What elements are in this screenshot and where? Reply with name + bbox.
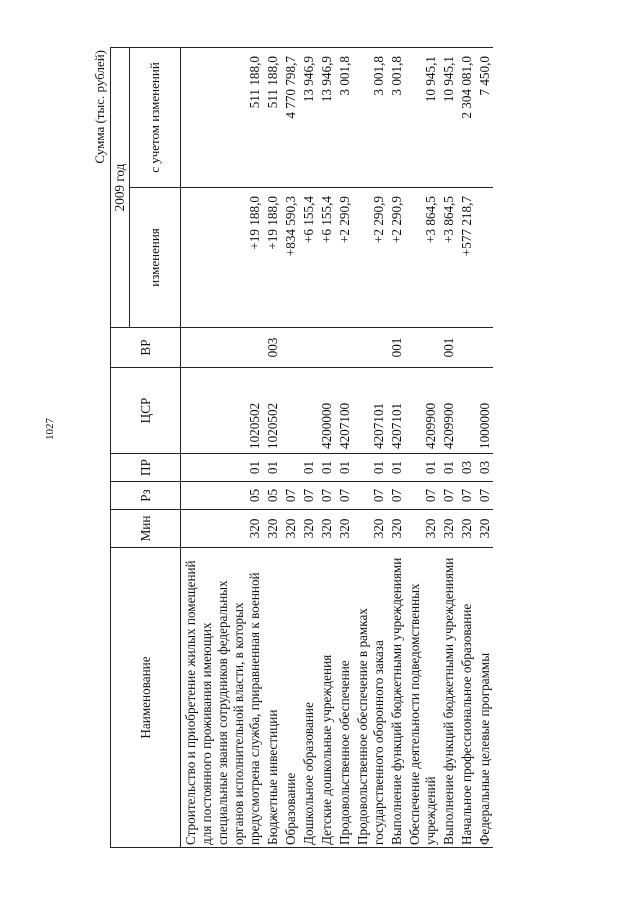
row-name: Бюджетные инвестиции	[263, 548, 281, 848]
row-rz: 07	[353, 482, 387, 510]
row-vr	[457, 328, 475, 368]
table-row	[387, 48, 405, 848]
row-name: Начальное профессиональное образование	[457, 548, 475, 848]
row-name: Продовольственное обеспечение	[335, 548, 353, 848]
header-with-changes: с учетом изменений	[130, 48, 181, 188]
table-row	[281, 48, 299, 848]
row-csr: 4209900	[405, 368, 439, 454]
row-vr	[181, 328, 264, 368]
row-pr: 01	[335, 454, 353, 482]
row-rz: 07	[281, 482, 299, 510]
row-name: Образование	[281, 548, 299, 848]
row-name: Детские дошкольные учреждения	[317, 548, 335, 848]
row-total: 10 945,1	[405, 48, 439, 188]
row-min: 320	[439, 510, 457, 548]
row-name: Выполнение функций бюджетными учреждениями	[439, 548, 457, 848]
budget-table	[110, 47, 493, 848]
row-vr	[317, 328, 335, 368]
row-total: 511 188,0	[263, 48, 281, 188]
row-change: +3 864,5	[439, 188, 457, 328]
row-min: 320	[405, 510, 439, 548]
row-total: 3 001,8	[353, 48, 387, 188]
row-rz: 05	[181, 482, 264, 510]
row-change: +19 188,0	[263, 188, 281, 328]
header-pr: ПР	[111, 454, 181, 482]
row-min: 320	[181, 510, 264, 548]
row-change: +3 864,5	[405, 188, 439, 328]
row-change: +2 290,9	[353, 188, 387, 328]
header-vr: ВР	[111, 328, 181, 368]
row-vr	[281, 328, 299, 368]
row-vr: 001	[387, 328, 405, 368]
row-csr: 1020502	[263, 368, 281, 454]
row-min: 320	[263, 510, 281, 548]
row-pr: 01	[353, 454, 387, 482]
row-pr: 01	[299, 454, 317, 482]
row-total: 3 001,8	[387, 48, 405, 188]
row-name: Выполнение функций бюджетными учреждениями	[387, 548, 405, 848]
table-row	[405, 48, 439, 848]
unit-note: Сумма (тыс. рублей)	[92, 50, 107, 164]
row-csr	[281, 368, 299, 454]
row-rz: 07	[457, 482, 475, 510]
row-change: +834 590,3	[281, 188, 299, 328]
header-min: Мин	[111, 510, 181, 548]
row-total: 3 001,8	[335, 48, 353, 188]
table-row	[353, 48, 387, 848]
row-csr	[457, 368, 475, 454]
row-csr	[299, 368, 317, 454]
row-pr: 03	[475, 454, 493, 482]
row-vr: 001	[439, 328, 457, 368]
table-row	[457, 48, 475, 848]
row-csr: 4200000	[317, 368, 335, 454]
row-change: +2 290,9	[387, 188, 405, 328]
row-min: 320	[387, 510, 405, 548]
table-row	[335, 48, 353, 848]
row-change: +6 155,4	[299, 188, 317, 328]
row-vr	[353, 328, 387, 368]
table-row	[317, 48, 335, 848]
row-rz: 07	[317, 482, 335, 510]
row-total: 7 450,0	[475, 48, 493, 188]
row-csr: 1020502	[181, 368, 264, 454]
row-name: Дошкольное образование	[299, 548, 317, 848]
row-total: 2 304 081,0	[457, 48, 475, 188]
row-rz: 07	[299, 482, 317, 510]
row-pr: 01	[439, 454, 457, 482]
row-csr: 1000000	[475, 368, 493, 454]
row-csr: 4209900	[439, 368, 457, 454]
row-min: 320	[457, 510, 475, 548]
row-change: +2 290,9	[335, 188, 353, 328]
row-total: 13 946,9	[317, 48, 335, 188]
table-row	[181, 48, 264, 848]
row-total: 4 770 798,7	[281, 48, 299, 188]
table-body	[181, 48, 494, 848]
row-min: 320	[317, 510, 335, 548]
header-rz: Рз	[111, 482, 181, 510]
header-year: 2009 год	[111, 48, 130, 328]
row-name: Обеспечение деятельности подведомственных учреждений	[405, 548, 439, 848]
row-vr	[475, 328, 493, 368]
row-vr	[335, 328, 353, 368]
row-pr: 01	[181, 454, 264, 482]
row-pr: 01	[263, 454, 281, 482]
row-csr: 4207100	[335, 368, 353, 454]
row-csr: 4207101	[353, 368, 387, 454]
table-row	[299, 48, 317, 848]
row-name: Строительство и приобретение жилых помещений для постоянного проживания имеющих специальные звания сотрудников федеральных органов исполнительной власти, в которых предусмотрена служба, приравненная к военной	[181, 548, 264, 848]
row-pr: 01	[405, 454, 439, 482]
page-number: 1027	[44, 418, 56, 440]
row-change: +577 218,7	[457, 188, 475, 328]
table-row	[439, 48, 457, 848]
row-min: 320	[353, 510, 387, 548]
row-rz: 07	[405, 482, 439, 510]
row-vr: 003	[263, 328, 281, 368]
row-vr	[405, 328, 439, 368]
row-total: 511 188,0	[181, 48, 264, 188]
row-rz: 05	[263, 482, 281, 510]
header-changes: изменения	[130, 188, 181, 328]
row-name: Федеральные целевые программы	[475, 548, 493, 848]
row-pr	[281, 454, 299, 482]
row-csr: 4207101	[387, 368, 405, 454]
row-rz: 07	[335, 482, 353, 510]
table-row	[263, 48, 281, 848]
row-total: 13 946,9	[299, 48, 317, 188]
row-min: 320	[281, 510, 299, 548]
row-change	[475, 188, 493, 328]
row-pr: 01	[317, 454, 335, 482]
table-row	[475, 48, 493, 848]
row-min: 320	[335, 510, 353, 548]
row-pr: 03	[457, 454, 475, 482]
row-change: +6 155,4	[317, 188, 335, 328]
row-vr	[299, 328, 317, 368]
row-min: 320	[299, 510, 317, 548]
header-csr: ЦСР	[111, 368, 181, 454]
row-pr: 01	[387, 454, 405, 482]
row-rz: 07	[475, 482, 493, 510]
row-total: 10 945,1	[439, 48, 457, 188]
row-change: +19 188,0	[181, 188, 264, 328]
row-min: 320	[475, 510, 493, 548]
row-rz: 07	[387, 482, 405, 510]
rotated-table-area	[92, 48, 606, 848]
row-name: Продовольственное обеспечение в рамках государственного оборонного заказа	[353, 548, 387, 848]
header-name: Наименование	[111, 548, 181, 848]
row-rz: 07	[439, 482, 457, 510]
